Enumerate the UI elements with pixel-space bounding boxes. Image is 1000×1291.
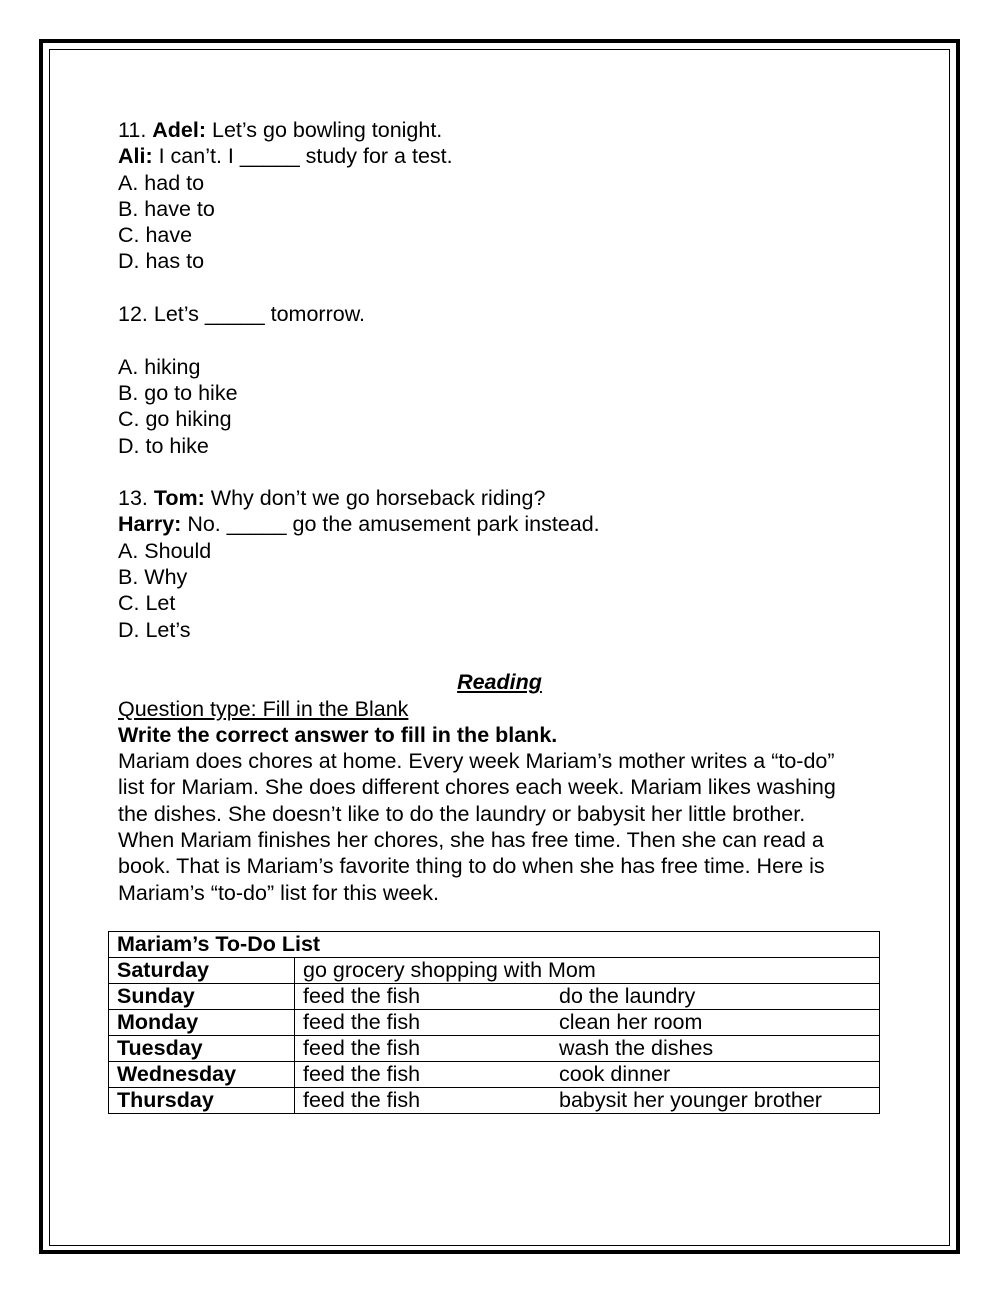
answer-option[interactable]: A. had to [118,170,205,195]
reading-section [118,669,888,906]
chore-cell: cook dinner [551,1062,880,1088]
speaker-name: Harry: [118,512,182,537]
chore-cell: feed the fish [295,1088,552,1114]
answer-option[interactable]: B. go to hike [118,380,238,405]
chore-cell: go grocery shopping with Mom [295,958,880,984]
dialogue-text: Why don’t we go horseback riding? [204,486,546,511]
chore-cell: feed the fish [295,984,552,1010]
speaker-name: Adel: [152,118,207,142]
speaker-name: Ali: [118,144,153,169]
question-11-line-1 [118,117,888,143]
question-type: Question type: Fill in the Blank [118,696,409,721]
chore-cell: do the laundry [551,984,880,1010]
question-13 [118,485,888,643]
table-row [109,958,880,984]
day-cell: Saturday [109,958,295,984]
answer-option[interactable]: B. Why [118,565,188,590]
question-11 [118,117,888,275]
worksheet-content [118,117,888,906]
chore-cell: clean her room [551,1010,880,1036]
passage-line: When Mariam finishes her chores, she has free time. Then she can read a [118,828,824,853]
dialogue-text: No. _____ go the amusement park instead. [181,512,600,537]
table-row [109,1088,880,1114]
question-13-line-2 [118,511,888,537]
chore-cell: feed the fish [295,1062,552,1088]
todo-table [108,931,880,1114]
question-number: 11. [118,118,153,142]
day-cell: Thursday [109,1088,295,1114]
answer-option[interactable]: A. Should [118,538,212,563]
question-11-line-2 [118,143,888,169]
question-12-stem: 12. Let’s _____ tomorrow. [118,302,366,327]
answer-option[interactable]: C. go hiking [118,407,232,432]
todo-title-row [109,932,880,958]
instruction [118,722,888,748]
table-row [109,1062,880,1088]
answer-option[interactable]: B. have to [118,196,215,221]
question-number: 13. [118,486,154,511]
answer-option[interactable]: A. hiking [118,354,201,379]
day-cell: Monday [109,1010,295,1036]
question-12 [118,301,888,459]
table-row [109,1036,880,1062]
answer-option[interactable]: C. have [118,223,193,248]
instruction-text: Write the correct answer to fill in the blank. [118,722,558,747]
todo-title: Mariam’s To-Do List [109,932,880,958]
chore-cell: babysit her younger brother [551,1088,880,1114]
day-cell: Sunday [109,984,295,1010]
passage-line: the dishes. She doesn’t like to do the laundry or babysit her little brother. [118,801,806,826]
answer-option[interactable]: C. Let [118,591,176,616]
reading-title: Reading [457,670,542,695]
day-cell: Tuesday [109,1036,295,1062]
answer-option[interactable]: D. to hike [118,433,209,458]
dialogue-text: I can’t. I _____ study for a test. [152,144,453,169]
speaker-name: Tom: [153,486,205,511]
answer-option[interactable]: D. Let’s [118,617,191,642]
chore-cell: feed the fish [295,1010,552,1036]
question-13-line-1 [118,485,888,511]
passage-line: Mariam does chores at home. Every week Mariam’s mother writes a “to-do” [118,749,835,774]
passage-line: list for Mariam. She does different chores each week. Mariam likes washing [118,775,836,800]
answer-option[interactable]: D. has to [118,249,205,274]
passage-line: book. That is Mariam’s favorite thing to do when she has free time. Here is [118,854,825,879]
table-row [109,1010,880,1036]
table-row [109,984,880,1010]
chore-cell: feed the fish [295,1036,552,1062]
day-cell: Wednesday [109,1062,295,1088]
chore-cell: wash the dishes [551,1036,880,1062]
dialogue-text: Let’s go bowling tonight. [206,118,443,142]
passage-line: Mariam’s “to-do” list for this week. [118,880,439,905]
